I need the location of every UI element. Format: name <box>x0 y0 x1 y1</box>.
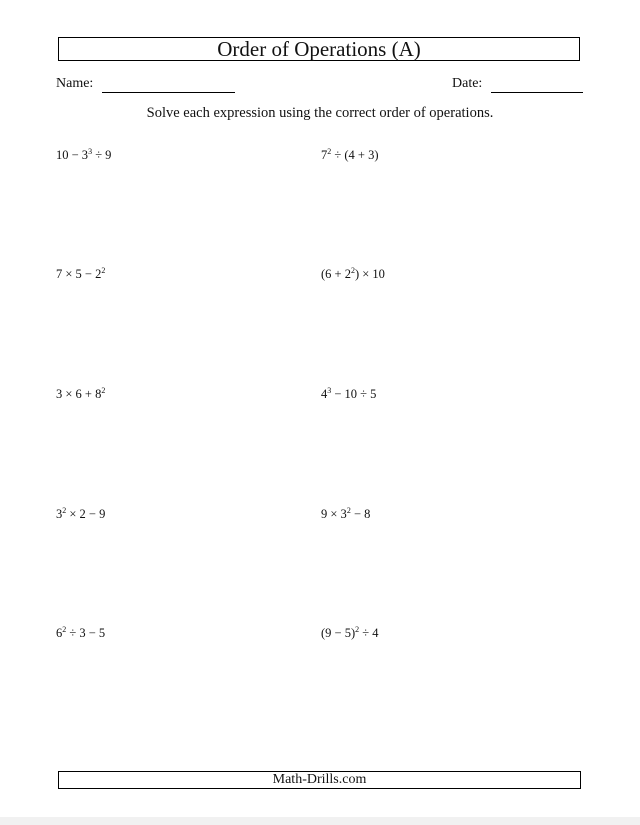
problem-9-base: 6 <box>56 626 63 640</box>
problem-7 <box>56 507 105 521</box>
problem-10 <box>321 626 379 640</box>
problem-1-rest: ÷ 9 <box>92 148 112 162</box>
name-label: Name: <box>56 76 94 91</box>
problem-9-exponent: 2 <box>62 625 67 634</box>
problem-7-base: 3 <box>56 507 63 521</box>
problem-8-base: 9 × 3 <box>321 507 347 521</box>
problem-4-exponent: 2 <box>350 266 355 275</box>
problem-6-base: 4 <box>321 387 328 401</box>
date-label: Date: <box>452 76 483 91</box>
problem-9 <box>56 626 105 640</box>
problem-3 <box>56 267 105 281</box>
problem-6-exponent: 3 <box>327 386 332 395</box>
problem-1-base: 10 − 3 <box>56 148 89 162</box>
problem-7-exponent: 2 <box>62 506 67 515</box>
problem-5-base: 3 × 6 + 8 <box>56 387 102 401</box>
problem-4-base: (6 + 2 <box>321 267 351 281</box>
problem-10-rest: ÷ 4 <box>359 626 379 640</box>
problem-7-rest: × 2 − 9 <box>66 507 106 521</box>
problem-4-rest: ) × 10 <box>354 267 385 281</box>
worksheet-title: Order of Operations (A) <box>58 37 580 61</box>
problem-2-rest: ÷ (4 + 3) <box>331 148 379 162</box>
problem-2-base: 7 <box>321 148 328 162</box>
problem-1 <box>56 148 111 162</box>
instructions: Solve each expression using the correct order of operations. <box>146 105 494 121</box>
problem-6-rest: − 10 ÷ 5 <box>331 387 377 401</box>
problem-5 <box>56 387 105 401</box>
problem-10-exponent: 2 <box>355 625 360 634</box>
problem-3-base: 7 × 5 − 2 <box>56 267 102 281</box>
problem-8-exponent: 2 <box>346 506 351 515</box>
problem-1-exponent: 3 <box>88 147 93 156</box>
problem-10-base: (9 − 5) <box>321 626 356 640</box>
problem-9-rest: ÷ 3 − 5 <box>66 626 106 640</box>
problem-6 <box>321 387 376 401</box>
problem-8 <box>321 507 370 521</box>
date-blank-line[interactable] <box>491 92 583 93</box>
problem-2-exponent: 2 <box>327 147 332 156</box>
footer-brand: Math-Drills.com <box>58 771 581 789</box>
problem-5-exponent: 2 <box>101 386 106 395</box>
name-blank-line[interactable] <box>102 92 235 93</box>
problem-8-rest: − 8 <box>350 507 371 521</box>
problem-2 <box>321 148 379 162</box>
problem-4 <box>321 267 385 281</box>
problem-3-exponent: 2 <box>101 266 106 275</box>
page-bottom-edge <box>0 817 640 825</box>
